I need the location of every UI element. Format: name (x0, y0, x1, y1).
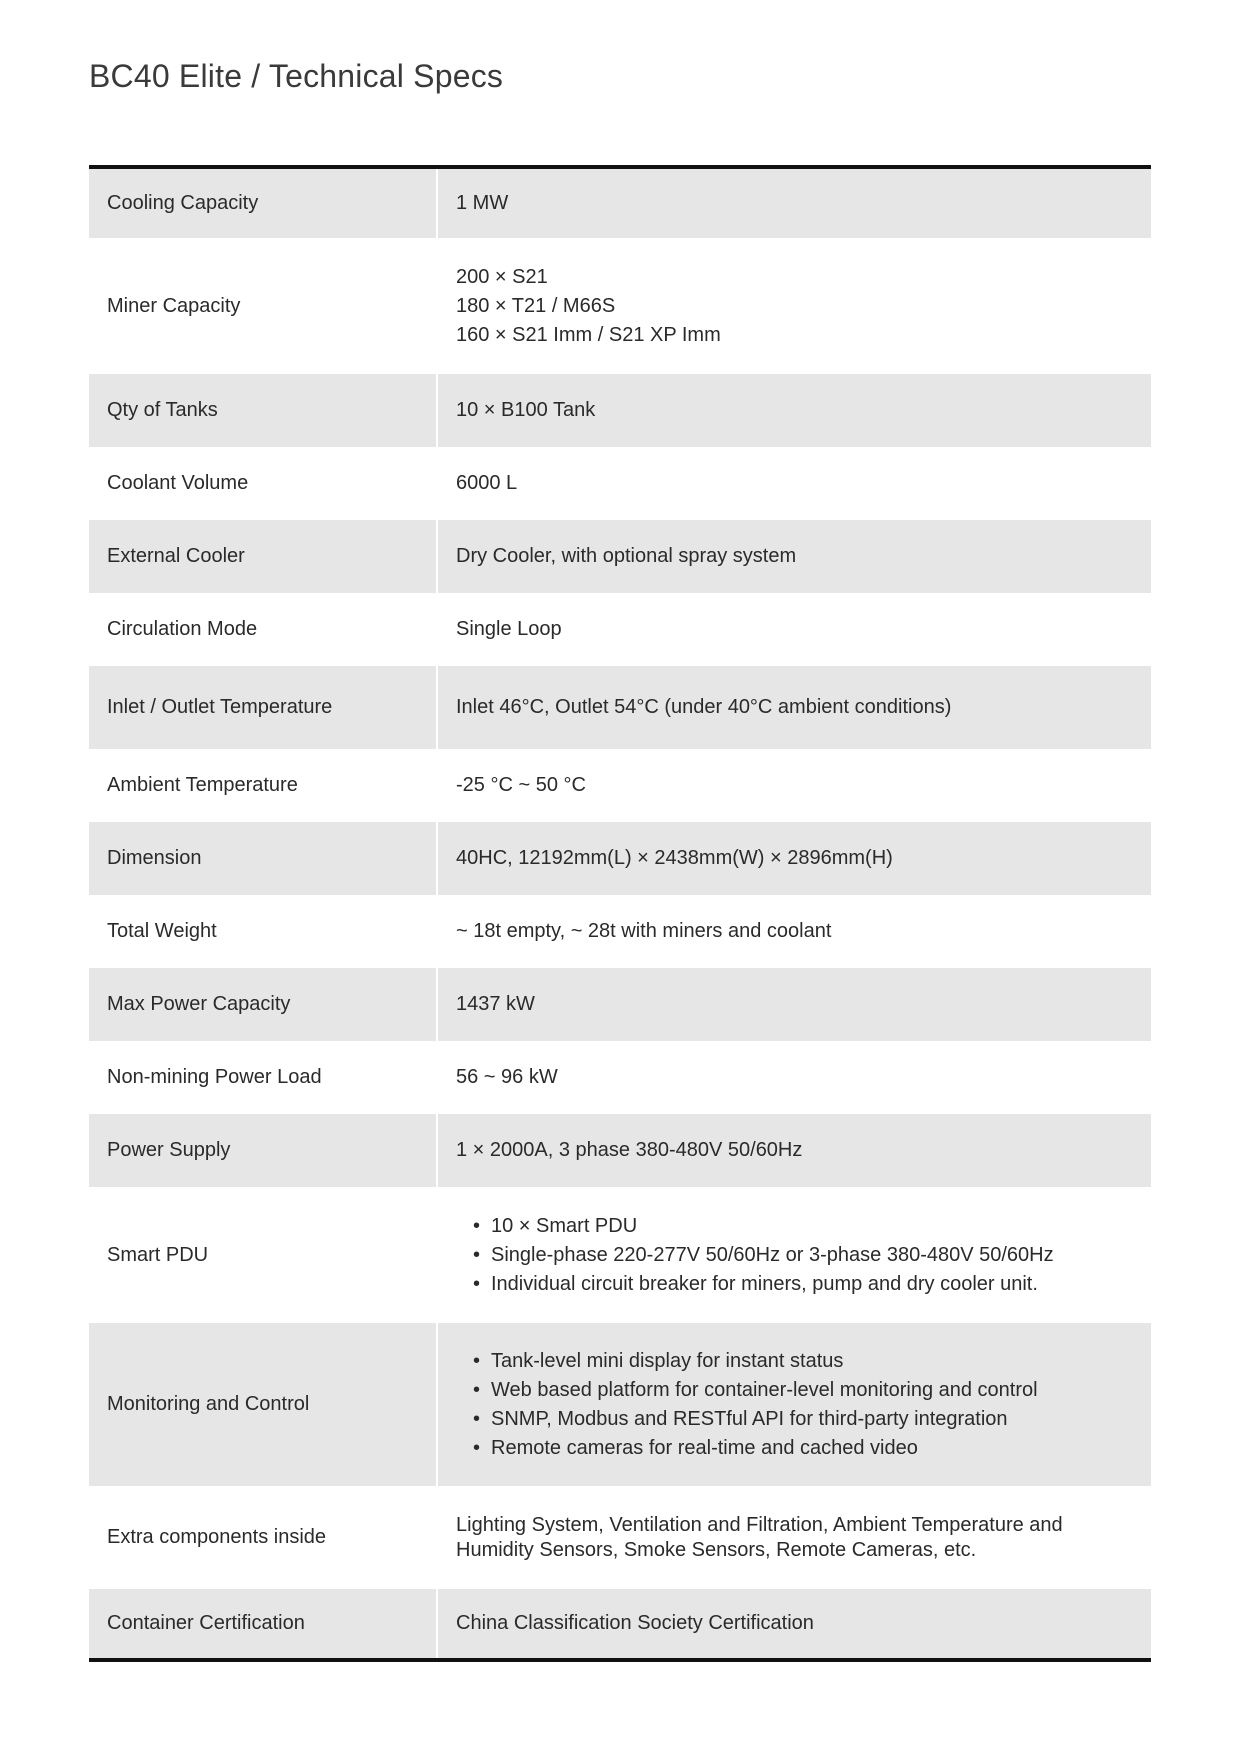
spec-row-external-cooler (89, 520, 1151, 593)
spec-value-text: Lighting System, Ventilation and Filtration, Ambient Temperature and Humidity Sensors, Smoke Sensors, Remote Cameras, etc. (456, 1513, 1063, 1561)
spec-value: 1437 kW (437, 968, 1151, 1041)
spec-value: -25 °C ~ 50 °C (437, 749, 1151, 822)
spec-label: Monitoring and Control (89, 1323, 437, 1486)
spec-value: 6000 L (437, 447, 1151, 520)
spec-row-dimension (89, 822, 1151, 895)
bullet-item: • 10 × Smart PDU (456, 1212, 1151, 1241)
page-title: BC40 Elite / Technical Specs (89, 58, 504, 94)
spec-value: 10 × B100 Tank (437, 374, 1151, 447)
spec-label: Max Power Capacity (89, 968, 437, 1041)
spec-row-extra-components-inside (89, 1486, 1151, 1589)
spec-row-power-supply (89, 1114, 1151, 1187)
bullet-item: • Web based platform for container-level monitoring and control (456, 1376, 1151, 1405)
bullet-item: • SNMP, Modbus and RESTful API for third-party integration (456, 1405, 1151, 1434)
spec-value: 56 ~ 96 kW (437, 1041, 1151, 1114)
spec-label: Non-mining Power Load (107, 1066, 322, 1088)
spec-value: 1 MW (437, 167, 1151, 238)
spec-value (437, 1323, 1151, 1486)
spec-value: ~ 18t empty, ~ 28t with miners and coolant (437, 895, 1151, 968)
spec-row-circulation-mode (89, 593, 1151, 666)
spec-row-qty-of-tanks (89, 374, 1151, 447)
bullet-item: • Remote cameras for real-time and cached video (456, 1434, 1151, 1463)
bullet-list (456, 1212, 1151, 1299)
spec-value: 1 × 2000A, 3 phase 380-480V 50/60Hz (437, 1114, 1151, 1187)
spec-row-coolant-volume (89, 447, 1151, 520)
spec-label: Cooling Capacity (89, 167, 437, 238)
spec-row-non-mining-power-load (89, 1041, 1151, 1114)
spec-value-line: 160 × S21 Imm / S21 XP Imm (456, 323, 721, 346)
bullet-list (456, 1347, 1151, 1463)
spec-label: Ambient Temperature (107, 774, 298, 796)
spec-row-monitoring-and-control (89, 1323, 1151, 1486)
spec-row-inlet-outlet-temperature (89, 666, 1151, 749)
spec-row-cooling-capacity (89, 167, 1151, 238)
spec-value-line: 200 × S21 (456, 265, 548, 288)
spec-row-miner-capacity (89, 238, 1151, 374)
bullet-item: • Single-phase 220-277V 50/60Hz or 3-phase 380-480V 50/60Hz (456, 1241, 1151, 1270)
spec-label: Smart PDU (107, 1243, 209, 1266)
spec-label: Circulation Mode (107, 618, 258, 640)
spec-table (89, 165, 1151, 1662)
spec-label: Qty of Tanks (89, 374, 437, 447)
spec-label: Container Certification (89, 1589, 437, 1660)
spec-value: Dry Cooler, with optional spray system (437, 520, 1151, 593)
spec-label: Extra components inside (107, 1526, 327, 1548)
spec-label: Total Weight (107, 920, 217, 942)
spec-value: 40HC, 12192mm(L) × 2438mm(W) × 2896mm(H) (437, 822, 1151, 895)
spec-row-ambient-temperature (89, 749, 1151, 822)
bullet-item: • Tank-level mini display for instant status (456, 1347, 1151, 1376)
spec-label: Inlet / Outlet Temperature (89, 666, 437, 749)
spec-row-total-weight (89, 895, 1151, 968)
spec-label: Power Supply (89, 1114, 437, 1187)
spec-value: Inlet 46°C, Outlet 54°C (under 40°C ambient conditions) (437, 666, 1151, 749)
spec-value (437, 1187, 1151, 1323)
spec-value (437, 238, 1151, 374)
bullet-item: • Individual circuit breaker for miners, pump and dry cooler unit. (456, 1270, 1151, 1299)
spec-value: Single Loop (437, 593, 1151, 666)
spec-row-container-certification (89, 1589, 1151, 1660)
spec-label: Miner Capacity (107, 294, 241, 317)
spec-row-max-power-capacity (89, 968, 1151, 1041)
spec-value (437, 1486, 1151, 1589)
spec-value-line: 180 × T21 / M66S (456, 294, 616, 317)
spec-label: External Cooler (89, 520, 437, 593)
spec-label: Dimension (89, 822, 437, 895)
spec-label: Coolant Volume (107, 472, 249, 494)
spec-row-smart-pdu (89, 1187, 1151, 1323)
spec-value: China Classification Society Certification (437, 1589, 1151, 1660)
